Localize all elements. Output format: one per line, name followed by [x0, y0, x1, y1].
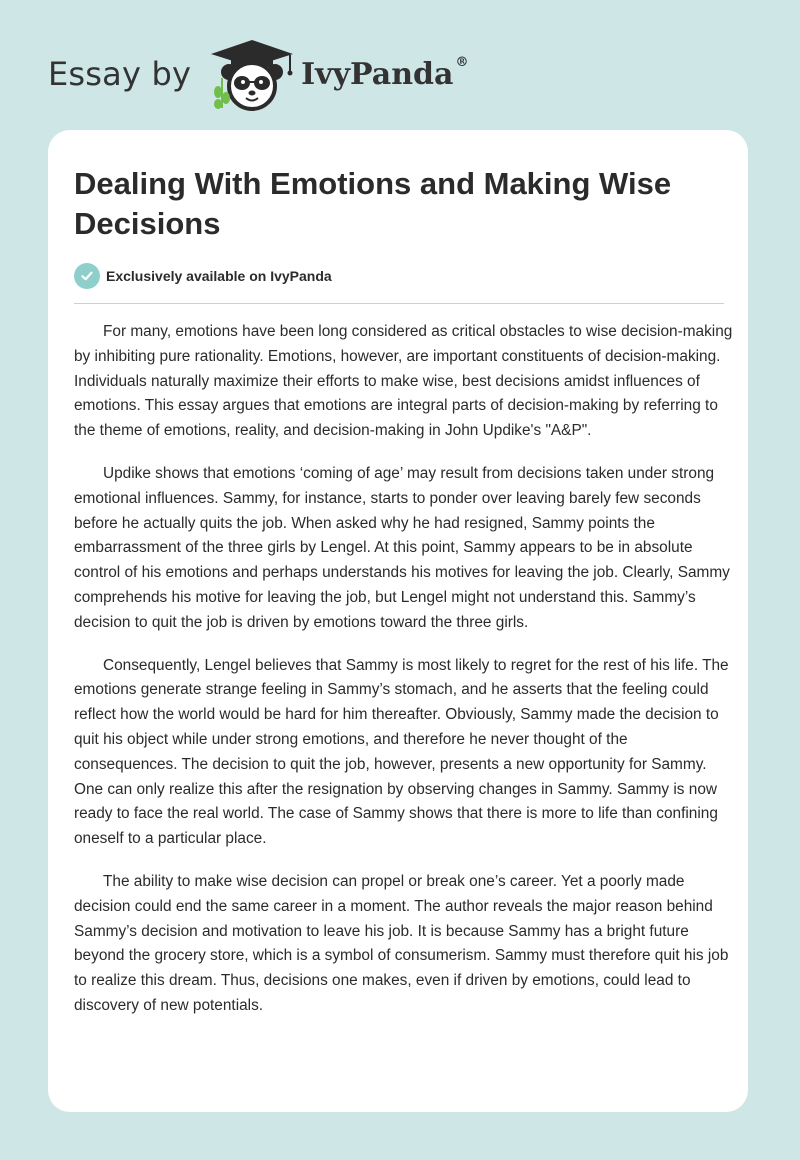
essay-paragraph: The ability to make wise decision can propel or break one’s career. Yet a poorly made decision could end the same career in a moment. The author reveals the major reason behind Sammy’s decision and motivation to leave his job. It is because Sammy has a bright future beyond the grocery store, which is a symbol of consumerism. Sammy must therefore quit his job to realize this dream. Thus, decisions one makes, even if driven by emotions, could lead to discovery of new potentials.	[74, 872, 729, 1014]
essay-by-label: Essay by	[48, 55, 192, 93]
check-circle-icon	[74, 263, 100, 289]
essay-body	[74, 320, 734, 1037]
exclusive-badge	[74, 263, 332, 289]
exclusive-badge-text: Exclusively available on IvyPanda	[106, 268, 332, 284]
essay-paragraph: Updike shows that emotions ‘coming of age’ may result from decisions taken under strong emotional influences. Sammy, for instance, starts to ponder over leaving barely few seconds before he actually quits the job. When asked why he had resigned, Sammy points the embarrassment of the three girls by Lengel. At this point, Sammy appears to be in absolute control of his emotions and perhaps understands his motives for leaving the job. Clearly, Sammy comprehends his motive for leaving the job, but Lengel might not understand this. Sammy’s decision to quit the job is driven by emotions toward the three girls.	[74, 464, 730, 631]
essay-paragraph: For many, emotions have been long considered as critical obstacles to wise decision-making by inhibiting pure rationality. Emotions, however, are important constituents of decision-making. Individuals naturally maximize their efforts to make wise, best decisions amidst influences of emotions. This essay argues that emotions are integral parts of decision-making by referring to the theme of emotions, reality, and decision-making in John Updike's "A&P".	[74, 323, 733, 440]
brand-registered-mark: ®	[455, 54, 469, 70]
essay-paragraph: Consequently, Lengel believes that Sammy is most likely to regret for the rest of his life. The emotions generate strange feeling in Sammy’s stomach, and he asserts that the feeling could reflect how the world would be hard for him thereafter. Obviously, Sammy made the decision to quit his object while under strong emotions, and therefore he never thought of the consequences. The decision to quit the job, however, presents a new opportunity for Sammy. One can only realize this after the resignation by observing changes in Sammy. Sammy is now ready to face the real world. The case of Sammy shows that there is more to life than confining oneself to a particular place.	[74, 656, 729, 848]
title-divider	[74, 303, 724, 304]
site-header	[48, 36, 468, 112]
brand-label: IvyPanda	[301, 56, 454, 92]
essay-card	[48, 130, 748, 1112]
essay-title: Dealing With Emotions and Making Wise Decisions	[74, 166, 672, 241]
brand-name[interactable]	[301, 54, 469, 92]
panda-graduate-logo-icon[interactable]	[205, 36, 299, 112]
